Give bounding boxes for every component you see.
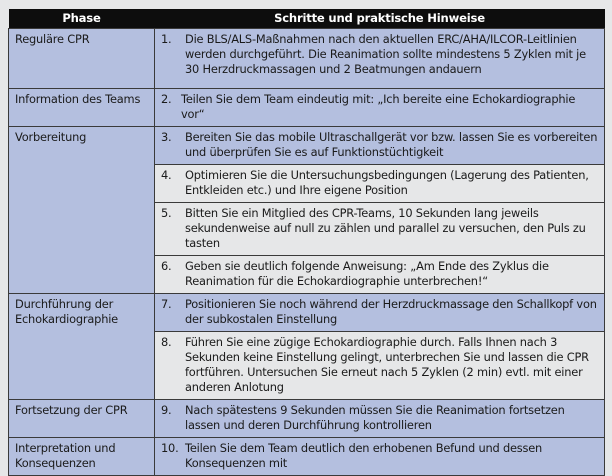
header-steps: Schritte und praktische Hinweise (155, 9, 605, 29)
step-cell (155, 165, 605, 203)
phase-cell: Reguläre CPR (9, 29, 155, 89)
step-text: Die BLS/ALS-Maßnahmen nach den aktuellen ERC/AHA/ILCOR-Leitlinien werden durchgeführt. Die Reanimation sollte mindestens 5 Zyklen mit je 30 Herzdruckmassagen und 2 Beatmungen andauern (185, 32, 586, 76)
step-text: Bitten Sie ein Mitglied des CPR-Teams, 10 Sekunden lang jeweils sekundenweise auf null zu zählen und parallel zu versuchen, den Puls zu tasten (185, 206, 586, 250)
cpr-echo-table (8, 9, 605, 476)
step-text: Nach spätestens 9 Sekunden müssen Sie die Reanimation fortsetzen lassen und deren Durchführung kontrollieren (185, 403, 565, 432)
step-text: Positionieren Sie noch während der Herzdruckmassage den Schallkopf von der subkostalen Einstellung (185, 297, 597, 326)
step-cell (155, 438, 605, 476)
step-cell (155, 256, 605, 294)
step-cell (155, 332, 605, 400)
step-number: 6. (161, 259, 172, 273)
step-cell (155, 127, 605, 165)
step-text: Geben sie deutlich folgende Anweisung: „Am Ende des Zyklus die Reanimation für die Echokardiographie unterbrechen!“ (185, 259, 549, 288)
step-cell (155, 29, 605, 89)
step-number: 7. (161, 297, 172, 311)
step-number: 9. (161, 403, 172, 417)
table-row (9, 89, 605, 127)
phase-cell: Fortsetzung der CPR (9, 400, 155, 438)
step-text: Bereiten Sie das mobile Ultraschallgerät vor bzw. lassen Sie es vorbereiten und überprüfen Sie es auf Funktionstüchtigkeit (185, 130, 598, 159)
phase-cell: Vorbereitung (9, 127, 155, 294)
header-phase: Phase (9, 9, 155, 29)
step-text: Teilen Sie dem Team deutlich den erhobenen Befund und dessen Konsequenzen mit (185, 441, 543, 470)
step-number: 10. (161, 441, 179, 455)
step-number: 2. (161, 92, 172, 106)
phase-cell: Information des Teams (9, 89, 155, 127)
step-cell (155, 89, 605, 127)
table-header (9, 9, 605, 29)
step-text: Führen Sie eine zügige Echokardiographie durch. Falls Ihnen nach 3 Sekunden keine Einstellung gelingt, unterbrechen Sie und lassen die CPR fortführen. Untersuchen Sie erneut nach 5 Zyklen (2 min) evtl. mit einer anderen Anlotung (185, 335, 589, 394)
table-row (9, 294, 605, 332)
step-number: 5. (161, 206, 172, 220)
step-cell (155, 203, 605, 256)
step-number: 1. (161, 32, 172, 46)
step-number: 4. (161, 168, 172, 182)
step-cell (155, 294, 605, 332)
step-cell (155, 400, 605, 438)
step-number: 8. (161, 335, 172, 349)
step-number: 3. (161, 130, 172, 144)
phase-cell: Interpretation und Konsequenzen (9, 438, 155, 476)
table-row (9, 29, 605, 89)
table-row (9, 127, 605, 165)
table-row (9, 400, 605, 438)
phase-cell: Durchführung der Echokardiographie (9, 294, 155, 400)
step-text: Optimieren Sie die Untersuchungsbedingungen (Lagerung des Patienten, Entkleiden etc.) und Ihre eigene Position (185, 168, 589, 197)
table-row (9, 438, 605, 476)
step-text: Teilen Sie dem Team eindeutig mit: „Ich bereite eine Echokardiographie vor“ (181, 92, 576, 121)
